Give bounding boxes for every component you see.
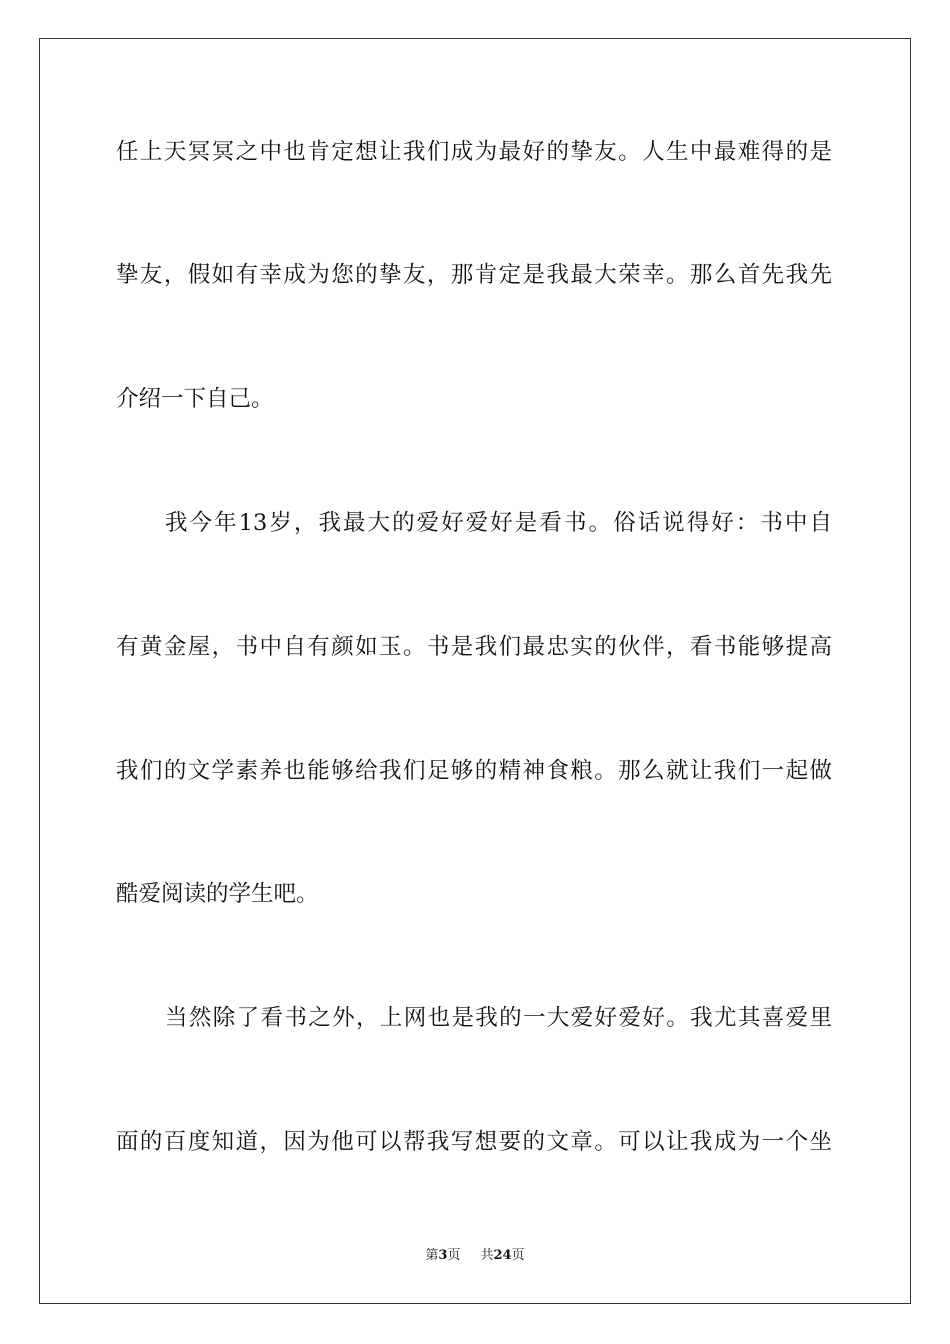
text-line-3: 介绍一下自己。 [116, 386, 274, 412]
page-footer [0, 1248, 950, 1264]
text-line-5: 有黄金屋，书中自有颜如玉。书是我们最忠实的伙伴，看书能够提高 [116, 634, 832, 660]
text-line-1: 任上天冥冥之中也肯定想让我们成为最好的挚友。人生中最难得的是 [116, 139, 832, 165]
text-line-6: 我们的文学素养也能够给我们足够的精神食粮。那么就让我们一起做 [116, 758, 832, 784]
total-pages: 24 [493, 1248, 512, 1263]
text-line-2: 挚友，假如有幸成为您的挚友，那肯定是我最大荣幸。那么首先我先 [116, 262, 832, 288]
text-line-7: 酷爱阅读的学生吧。 [116, 881, 319, 907]
page-number: 3 [438, 1248, 448, 1263]
page-label: 第3页 [425, 1248, 461, 1263]
text-line-8: 当然除了看书之外，上网也是我的一大爱好爱好。我尤其喜爱里 [165, 1005, 832, 1031]
text-line-4: 我今年13岁，我最大的爱好爱好是看书。俗话说得好：书中自 [165, 510, 832, 536]
text-line-9: 面的百度知道，因为他可以帮我写想要的文章。可以让我成为一个坐 [116, 1129, 832, 1155]
page-border [39, 38, 911, 1304]
total-label: 共24页 [480, 1248, 525, 1263]
